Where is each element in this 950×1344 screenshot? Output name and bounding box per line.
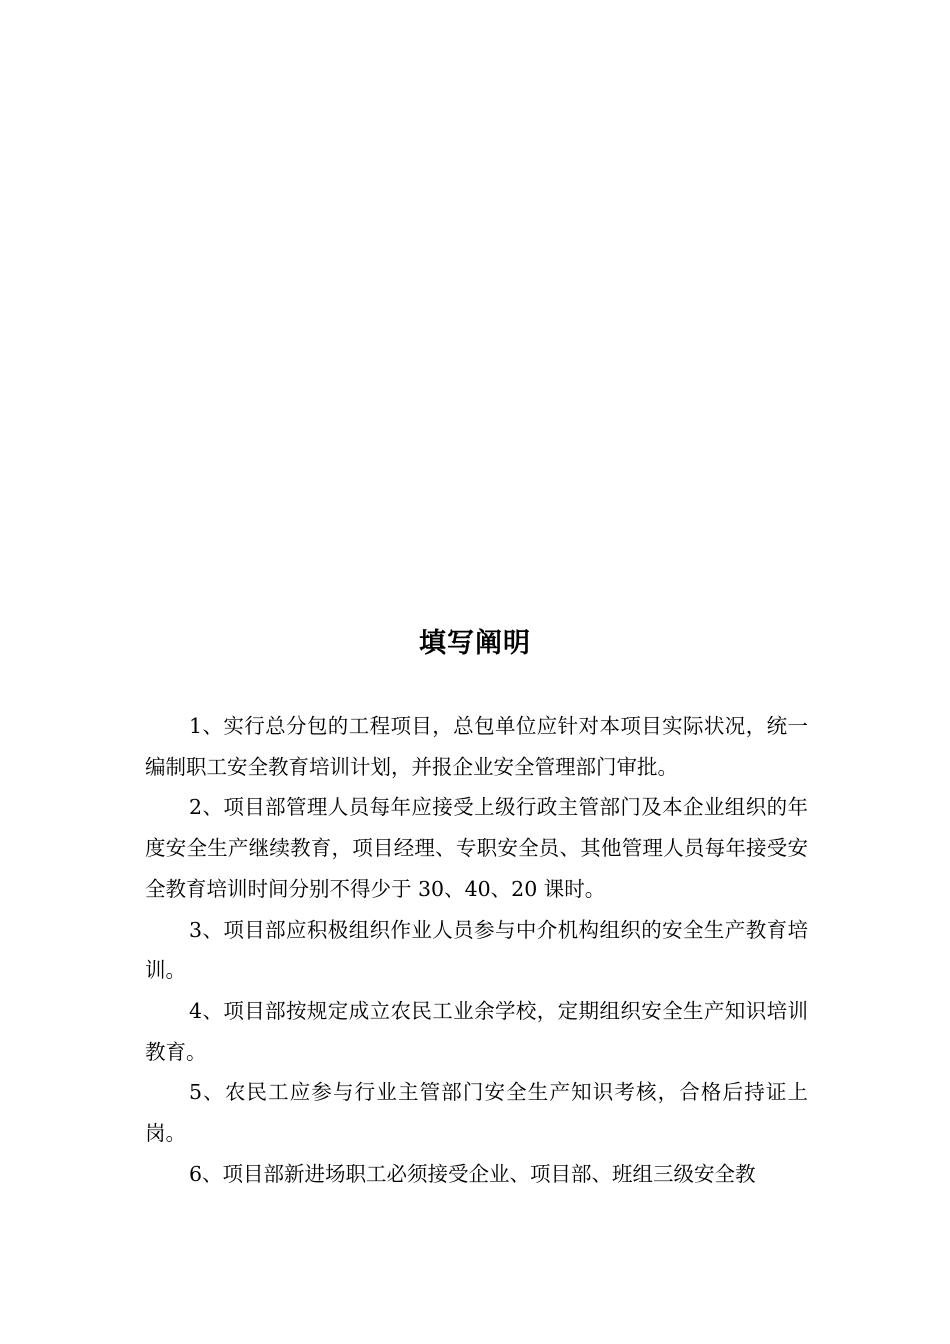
instructions-body bbox=[145, 706, 808, 1194]
instruction-paragraph-2: 2、项目部管理人员每年应接受上级行政主管部门及本企业组织的年度安全生产继续教育，项目经理、专职安全员、其他管理人员每年接受安全教育培训时间分别不得少于 30、40、20 课时。 bbox=[145, 795, 808, 901]
instruction-paragraph-3: 3、项目部应积极组织作业人员参与中介机构组织的安全生产教育培训。 bbox=[145, 917, 808, 983]
instruction-paragraph-5: 5、农民工应参与行业主管部门安全生产知识考核，合格后持证上岗。 bbox=[145, 1080, 808, 1146]
instruction-paragraph-4: 4、项目部按规定成立农民工业余学校，定期组织安全生产知识培训教育。 bbox=[145, 998, 808, 1064]
instruction-paragraph-6: 6、项目部新进场职工必须接受企业、项目部、班组三级安全教 bbox=[189, 1161, 756, 1186]
document-title: 填写阐明 bbox=[419, 628, 531, 659]
instruction-paragraph-1: 1、实行总分包的工程项目，总包单位应针对本项目实际状况，统一编制职工安全教育培训计划，并报企业安全管理部门审批。 bbox=[145, 714, 808, 779]
